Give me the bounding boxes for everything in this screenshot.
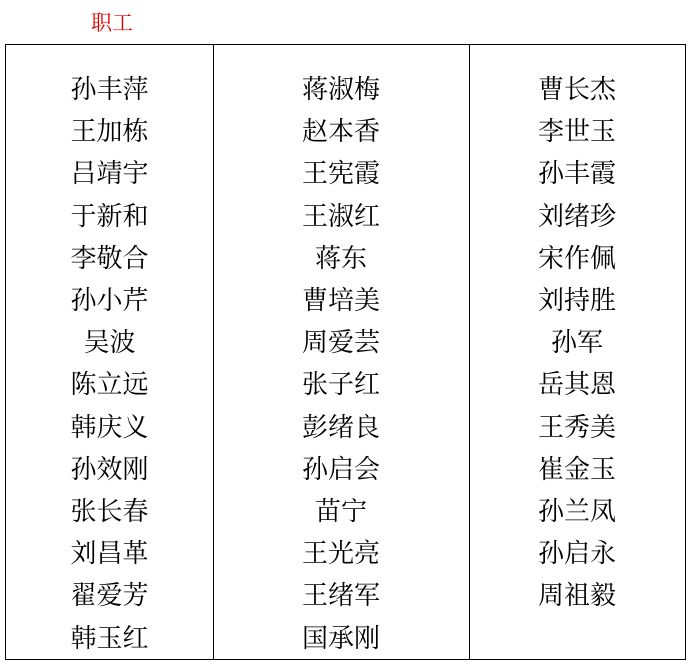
name-cell: 崔金玉: [537, 454, 616, 485]
name-rows: [6, 69, 685, 660]
name-cell: 周祖毅: [537, 581, 616, 612]
name-cell: 孙效刚: [70, 454, 149, 485]
name-cell: 王光亮: [301, 539, 380, 570]
name-cell: 孙小芹: [70, 286, 149, 317]
name-cell: 刘持胜: [537, 286, 616, 317]
name-cell: 于新和: [70, 201, 149, 232]
table-row: [6, 322, 685, 364]
table-row: [6, 533, 685, 575]
staff-name-table: [5, 44, 686, 660]
name-cell: 王宪霞: [301, 159, 380, 190]
table-row: [6, 617, 685, 659]
name-cell: 张子红: [301, 370, 380, 401]
name-cell: 曹培美: [301, 286, 380, 317]
table-row: [6, 153, 685, 195]
name-cell: 王加栋: [70, 117, 149, 148]
name-cell: 岳其恩: [537, 370, 616, 401]
name-cell: 国承刚: [301, 623, 380, 654]
name-cell: 孙丰萍: [70, 75, 149, 106]
name-cell: 周爱芸: [301, 328, 380, 359]
table-row: [6, 69, 685, 111]
name-cell: 吴波: [83, 328, 136, 359]
name-cell: 韩庆义: [70, 412, 149, 443]
name-cell: 刘绪珍: [537, 201, 616, 232]
name-cell: 孙启会: [301, 454, 380, 485]
name-cell: 曹长杰: [537, 75, 616, 106]
name-cell: 蒋淑梅: [301, 75, 380, 106]
page-heading: 职工: [91, 11, 133, 35]
name-cell: 苗宁: [314, 496, 367, 527]
name-cell: 韩玉红: [70, 623, 149, 654]
table-row: [6, 280, 685, 322]
name-cell: 蒋东: [314, 243, 367, 274]
table-row: [6, 575, 685, 617]
table-row: [6, 111, 685, 153]
name-cell: 赵本香: [301, 117, 380, 148]
name-cell: 李世玉: [537, 117, 616, 148]
table-row: [6, 238, 685, 280]
name-cell: 宋作佩: [537, 243, 616, 274]
name-cell: 刘昌革: [70, 539, 149, 570]
table-row: [6, 449, 685, 491]
name-cell: 吕靖宇: [70, 159, 149, 190]
table-row: [6, 196, 685, 238]
table-row: [6, 491, 685, 533]
name-cell: 王淑红: [301, 201, 380, 232]
name-cell: 彭绪良: [301, 412, 380, 443]
table-row: [6, 364, 685, 406]
name-cell: 王绪军: [301, 581, 380, 612]
name-cell: 孙启永: [537, 539, 616, 570]
name-cell: 孙兰凤: [537, 496, 616, 527]
name-cell: 孙丰霞: [537, 159, 616, 190]
name-cell: 孙军: [550, 328, 603, 359]
table-row: [6, 407, 685, 449]
name-cell: 王秀美: [537, 412, 616, 443]
name-cell: 李敬合: [70, 243, 149, 274]
name-cell: 张长春: [70, 496, 149, 527]
name-cell: 陈立远: [70, 370, 149, 401]
name-cell: 翟爱芳: [70, 581, 149, 612]
